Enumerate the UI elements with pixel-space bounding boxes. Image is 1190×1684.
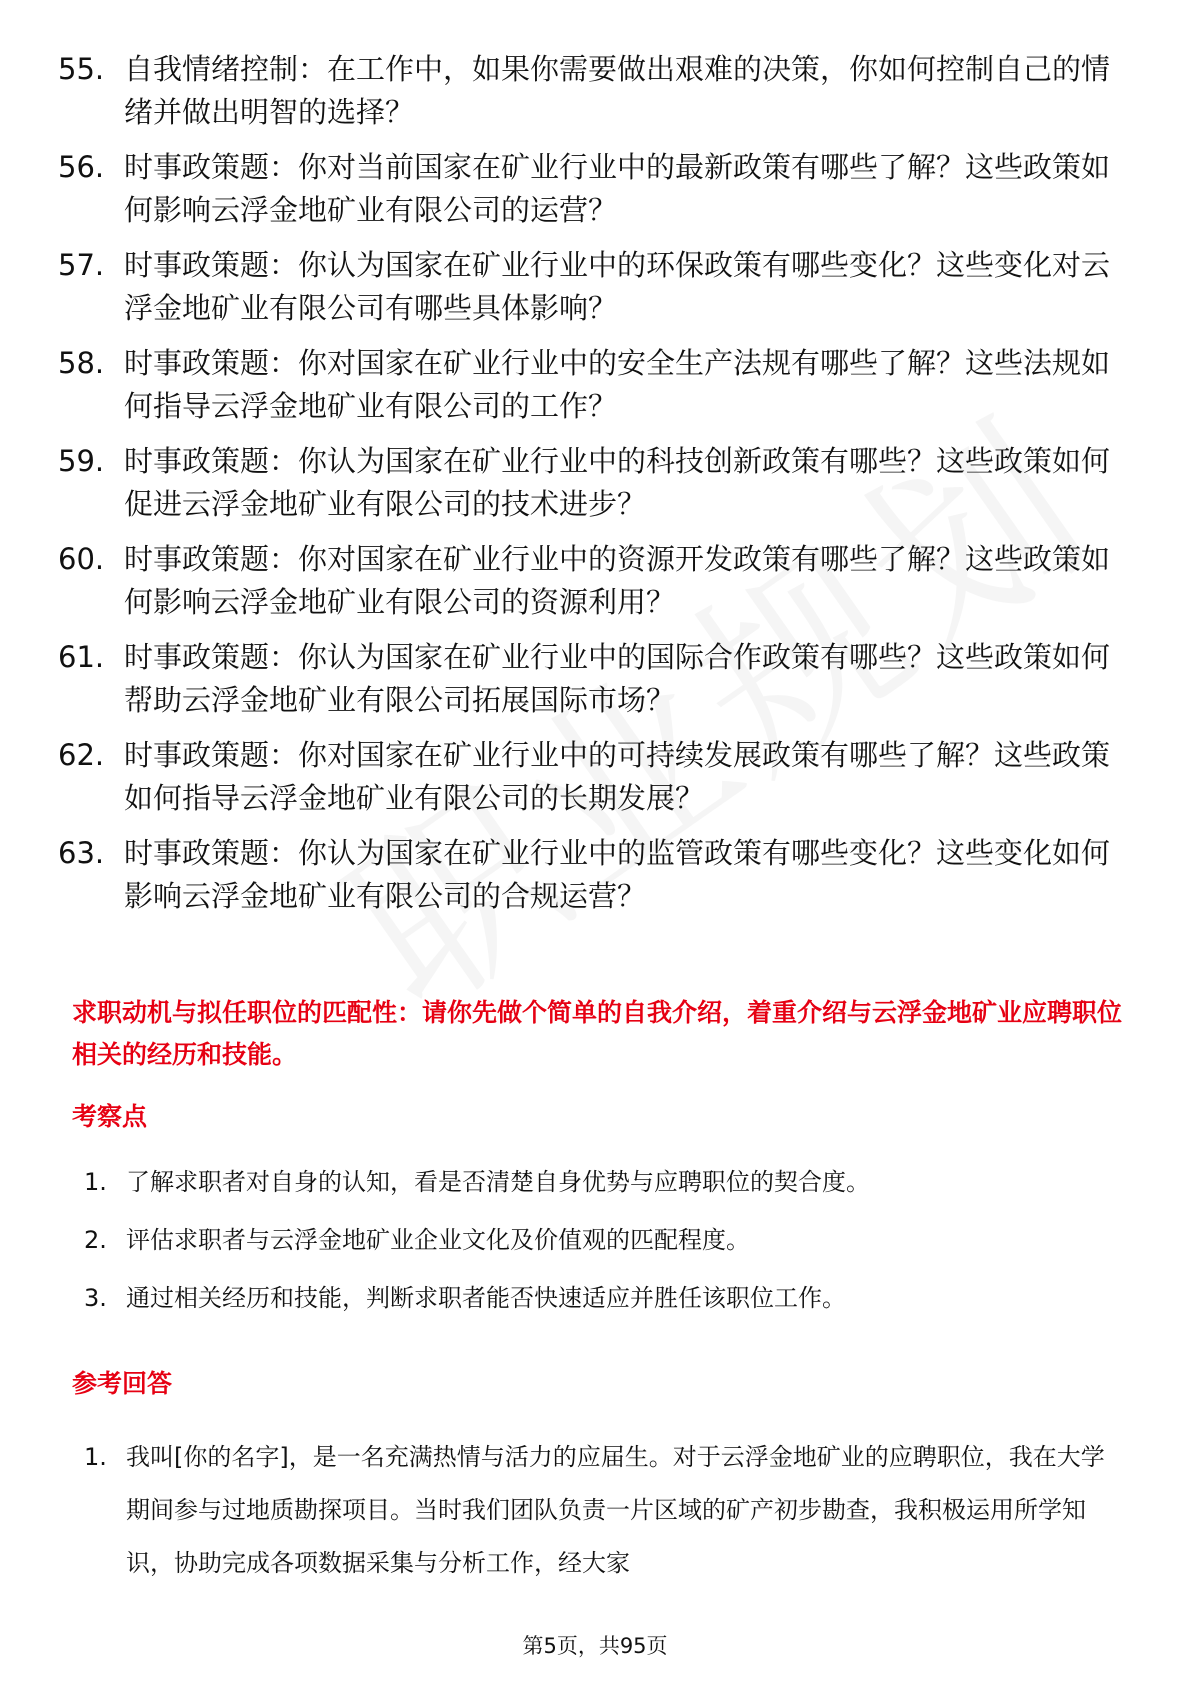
question-item [58, 146, 1138, 232]
list-item-text: 通过相关经历和技能，判断求职者能否快速适应并胜任该职位工作。 [126, 1284, 846, 1312]
question-text: 时事政策题：你认为国家在矿业行业中的环保政策有哪些变化？这些变化对云浮金地矿业有限公司有哪些具体影响？ [124, 248, 1111, 325]
question-number: 55. [58, 52, 105, 86]
question-item [58, 48, 1138, 134]
list-item [84, 1165, 1124, 1199]
question-item [58, 636, 1138, 722]
list-item [84, 1281, 1124, 1315]
question-text: 时事政策题：你对当前国家在矿业行业中的最新政策有哪些了解？这些政策如何影响云浮金地矿业有限公司的运营？ [124, 150, 1111, 227]
question-item [58, 440, 1138, 526]
heading-reference-answer: 参考回答 [72, 1369, 173, 1398]
evaluation-points-list [84, 1165, 1124, 1339]
question-item [58, 538, 1138, 624]
list-item-text: 评估求职者与云浮金地矿业企业文化及价值观的匹配程度。 [126, 1226, 750, 1254]
list-item [84, 1223, 1124, 1257]
question-text: 时事政策题：你对国家在矿业行业中的资源开发政策有哪些了解？这些政策如何影响云浮金地矿业有限公司的资源利用？ [124, 542, 1111, 619]
section-question: 求职动机与拟任职位的匹配性：请你先做个简单的自我介绍，着重介绍与云浮金地矿业应聘职位相关的经历和技能。 [72, 998, 1123, 1069]
list-item-text: 了解求职者对自身的认知，看是否清楚自身优势与应聘职位的契合度。 [126, 1168, 870, 1196]
question-list [58, 48, 1138, 930]
question-number: 60. [58, 542, 105, 576]
question-text: 时事政策题：你对国家在矿业行业中的可持续发展政策有哪些了解？这些政策如何指导云浮金地矿业有限公司的长期发展？ [124, 738, 1111, 815]
reference-answer-list [84, 1431, 1124, 1590]
list-item-number: 2. [84, 1226, 107, 1254]
question-text: 时事政策题：你对国家在矿业行业中的安全生产法规有哪些了解？这些法规如何指导云浮金地矿业有限公司的工作？ [124, 346, 1111, 423]
question-text: 时事政策题：你认为国家在矿业行业中的国际合作政策有哪些？这些政策如何帮助云浮金地矿业有限公司拓展国际市场？ [124, 640, 1111, 717]
page-footer: 第5页，共95页 [522, 1634, 668, 1658]
question-number: 56. [58, 150, 105, 184]
list-item-number: 1. [84, 1168, 107, 1196]
question-item [58, 244, 1138, 330]
question-number: 57. [58, 248, 105, 282]
question-text: 时事政策题：你认为国家在矿业行业中的科技创新政策有哪些？这些政策如何促进云浮金地矿业有限公司的技术进步？ [124, 444, 1111, 521]
list-item [84, 1431, 1124, 1590]
question-text: 自我情绪控制：在工作中，如果你需要做出艰难的决策，你如何控制自己的情绪并做出明智的选择？ [124, 52, 1111, 129]
question-text: 时事政策题：你认为国家在矿业行业中的监管政策有哪些变化？这些变化如何影响云浮金地矿业有限公司的合规运营？ [124, 836, 1111, 913]
question-item [58, 342, 1138, 428]
list-item-number: 1. [84, 1443, 107, 1471]
heading-evaluation-points: 考察点 [72, 1102, 148, 1131]
question-number: 58. [58, 346, 105, 380]
question-item [58, 734, 1138, 820]
list-item-text: 我叫[你的名字]，是一名充满热情与活力的应届生。对于云浮金地矿业的应聘职位，我在大学期间参与过地质勘探项目。当时我们团队负责一片区域的矿产初步勘查，我积极运用所学知识，协助完成各项数据采集与分析工作，经大家 [126, 1443, 1105, 1577]
question-item [58, 832, 1138, 918]
question-number: 61. [58, 640, 105, 674]
question-number: 62. [58, 738, 105, 772]
question-number: 63. [58, 836, 105, 870]
question-number: 59. [58, 444, 105, 478]
list-item-number: 3. [84, 1284, 107, 1312]
